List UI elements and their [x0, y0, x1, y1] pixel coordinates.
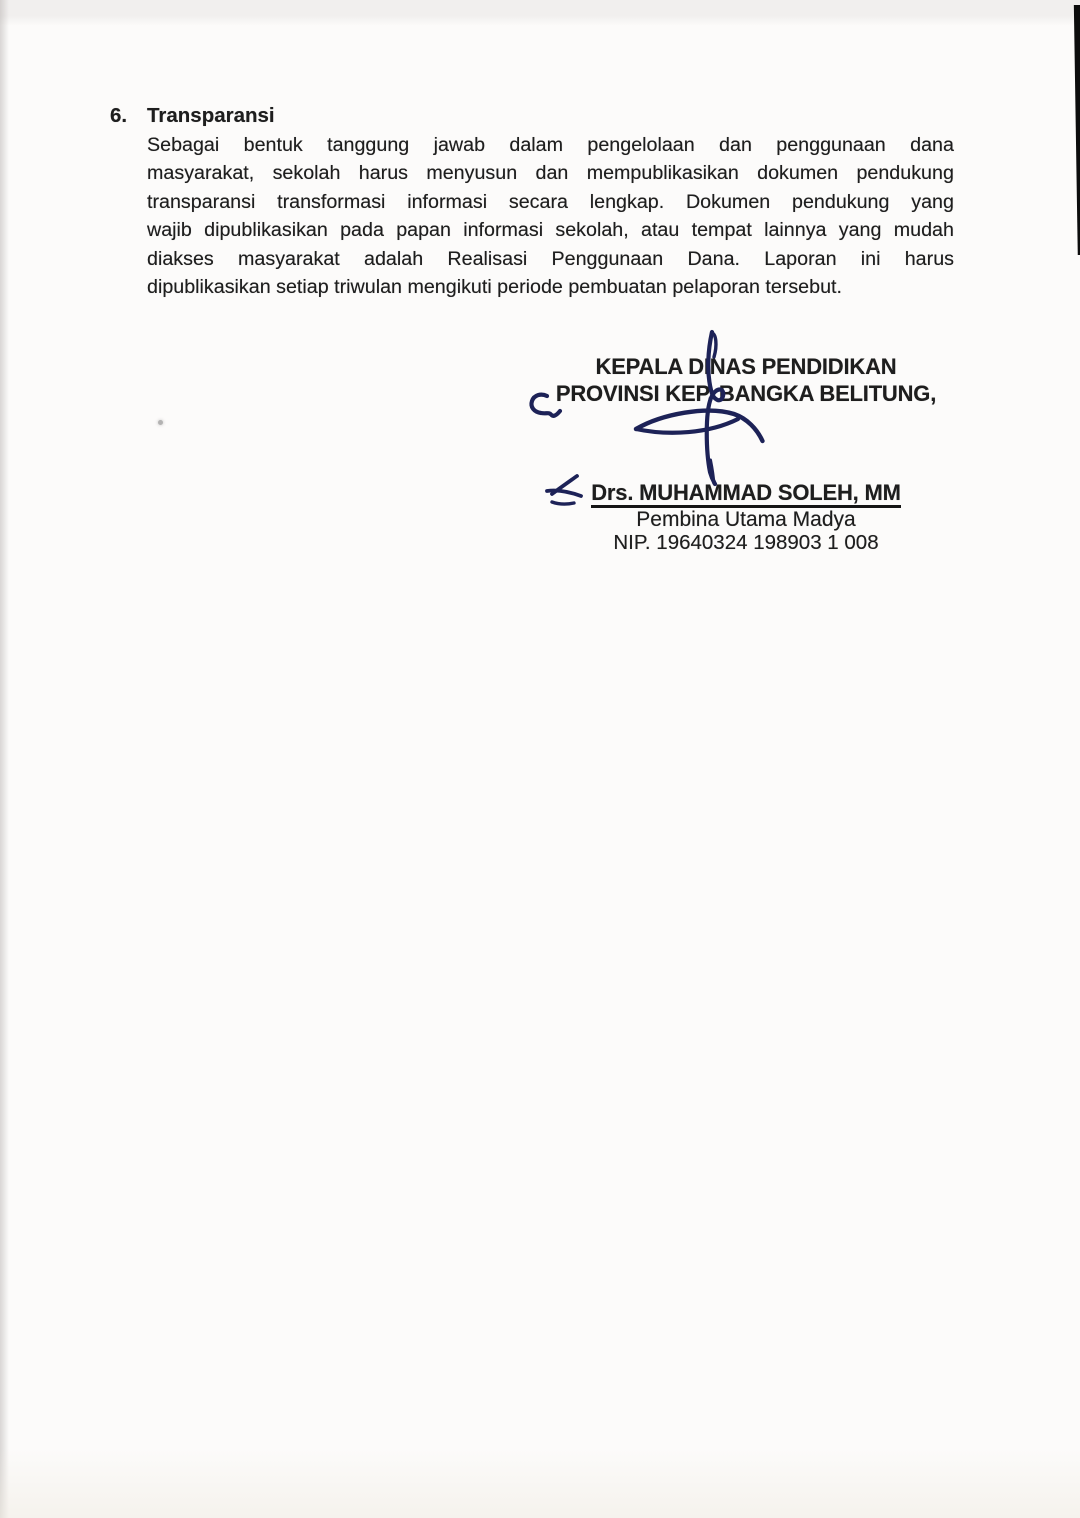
signatory-office-line1: KEPALA DINAS PENDIDIKAN: [595, 354, 897, 379]
paragraph-line: transparansi transformasi informasi secara lengkap. Dokumen pendukung yang: [147, 190, 954, 213]
signatory-office-line2: PROVINSI KEP. BANGKA BELITUNG,: [555, 381, 937, 406]
section-title: Transparansi: [147, 104, 275, 127]
scan-edge-artifact: [1073, 5, 1080, 255]
paragraph: [147, 131, 954, 301]
paragraph-line: Sebagai bentuk tanggung jawab dalam pengelolaan dan penggunaan dana: [147, 134, 954, 156]
paragraph-line: diakses masyarakat adalah Realisasi Penggunaan Dana. Laporan ini harus: [147, 247, 954, 270]
signatory-nip: NIP. 19640324 198903 1 008: [613, 531, 879, 554]
scan-bottom-shadow: [0, 1448, 1080, 1518]
scan-top-shadow: [0, 0, 1080, 26]
section-number: 6.: [110, 104, 128, 127]
scan-left-shadow: [0, 0, 9, 1518]
signature-block: [534, 353, 958, 554]
signature-space: [534, 407, 958, 481]
paragraph-line: wajib dipublikasikan pada papan informasi sekolah, atau tempat lainnya yang mudah: [147, 219, 954, 242]
signatory-name: Drs. MUHAMMAD SOLEH, MM: [591, 481, 901, 508]
paragraph-line: dipublikasikan setiap triwulan mengikuti periode pembuatan pelaporan tersebut.: [147, 276, 842, 299]
signatory-rank: Pembina Utama Madya: [636, 508, 856, 531]
scan-speck: [158, 420, 163, 425]
paragraph-line: masyarakat, sekolah harus menyusun dan mempublikasikan dokumen pendukung: [147, 162, 954, 185]
